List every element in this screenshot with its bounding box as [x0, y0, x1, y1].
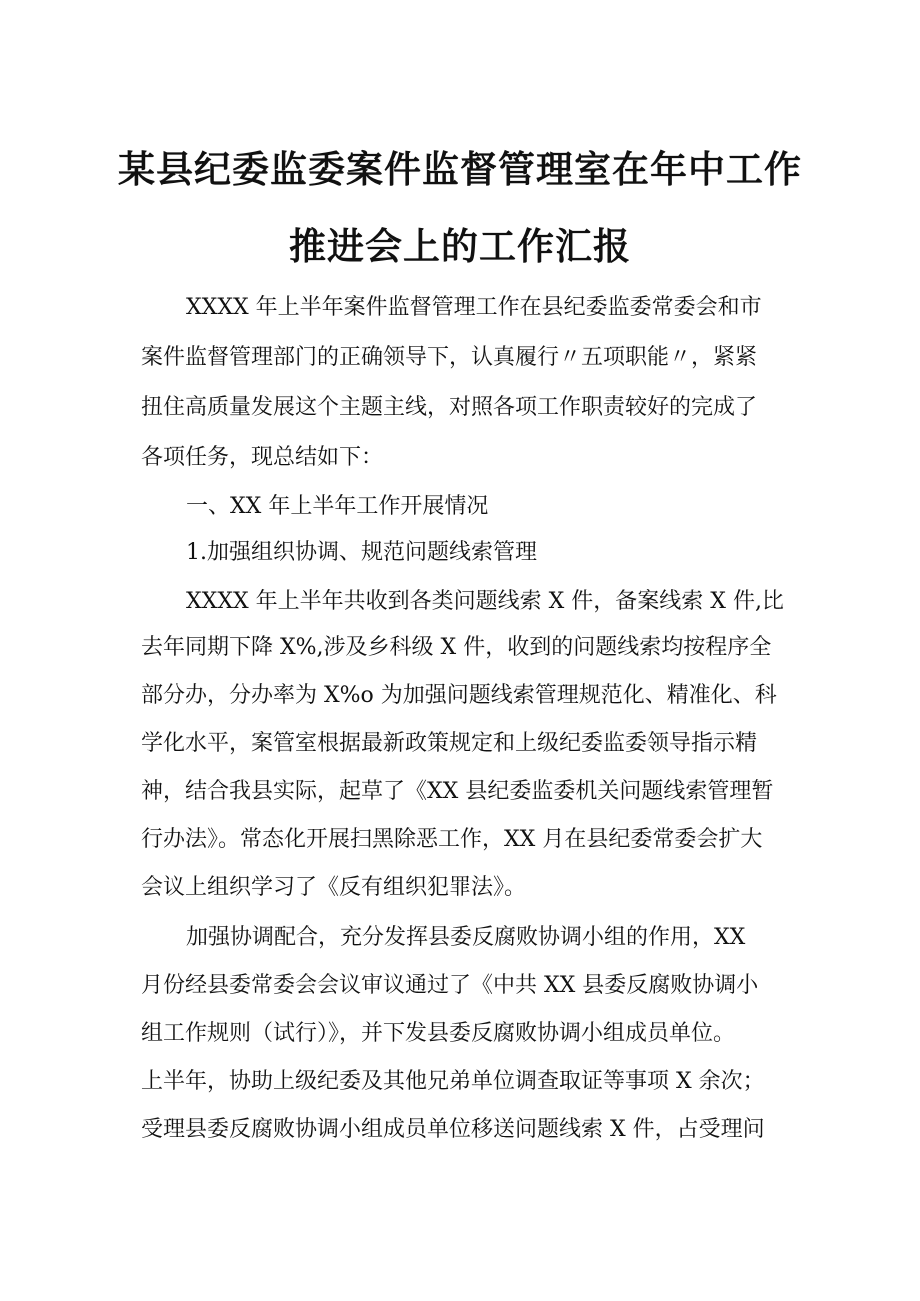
paragraph-intro-line-4: 各项任务，现总结如下：	[141, 445, 384, 470]
paragraph-clues-line-7: 会议上组织学习了《反有组织犯罪法》。	[141, 875, 527, 900]
paragraph-intro-line-3: 扭住高质量发展这个主题主线，对照各项工作职责较好的完成了	[141, 395, 758, 420]
subsection-heading-1: 1.加强组织协调、规范问题线索管理	[186, 540, 537, 565]
paragraph-intro-line-2: 案件监督管理部门的正确领导下，认真履行〃五项职能〃，紧紧	[141, 345, 758, 370]
paragraph-coordination-line-3: 组工作规则（试行）》，并下发县委反腐败协调小组成员单位。	[141, 1021, 736, 1046]
paragraph-clues-line-6: 行办法》。常态化开展扫黑除恶工作，XX 月在县纪委常委会扩大	[141, 827, 763, 852]
paragraph-coordination-line-2: 月份经县委常委会会议审议通过了《中共 XX 县委反腐败协调小	[141, 973, 759, 998]
paragraph-clues-line-3: 部分办，分办率为 X%o 为加强问题线索管理规范化、精准化、科	[141, 683, 777, 708]
paragraph-coordination-line-5: 受理县委反腐败协调小组成员单位移送问题线索 X 件，占受理问	[141, 1117, 765, 1142]
document-title-line-1: 某县纪委监委案件监督管理室在年中工作	[118, 148, 802, 191]
paragraph-coordination-line-4: 上半年，协助上级纪委及其他兄弟单位调查取证等事项 X 余次；	[141, 1069, 765, 1094]
paragraph-clues-line-2: 去年同期下降 X%,涉及乡科级 X 件，收到的问题线索均按程序全	[141, 635, 772, 660]
paragraph-clues-line-1: XXXX 年上半年共收到各类问题线索 X 件，备案线索 X 件,比	[186, 589, 784, 614]
paragraph-clues-line-4: 学化水平，案管室根据最新政策规定和上级纪委监委领导指示精	[141, 731, 758, 756]
paragraph-intro-line-1: XXXX 年上半年案件监督管理工作在县纪委监委常委会和市	[186, 295, 762, 320]
document-title-line-2: 推进会上的工作汇报	[289, 225, 631, 268]
paragraph-clues-line-5: 神，结合我县实际，起草了《XX 县纪委监委机关问题线索管理暂	[141, 779, 774, 804]
section-heading-1: 一、XX 年上半年工作开展情况	[186, 494, 489, 519]
paragraph-coordination-line-1: 加强协调配合，充分发挥县委反腐败协调小组的作用，XX	[186, 925, 746, 950]
